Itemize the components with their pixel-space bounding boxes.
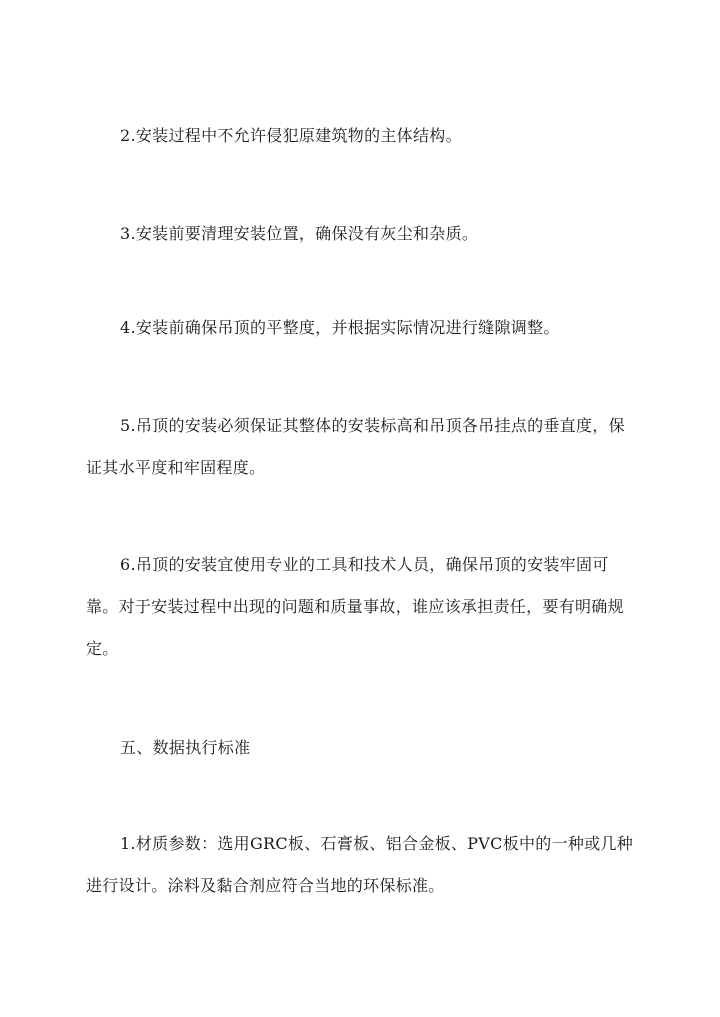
list-item-3: 3.安装前要清理安装位置，确保没有灰尘和杂质。 xyxy=(120,224,479,243)
list-item-4: 4.安装前确保吊顶的平整度，并根据实际情况进行缝隙调整。 xyxy=(120,318,560,337)
section-list-item-1: 1.材质参数：选用GRC板、石膏板、铝合金板、PVC板中的一种或几种进行设计。涂料及黏合剂应符合当地的环保标准。 xyxy=(86,834,634,895)
list-item-6: 6.吊顶的安装宜使用专业的工具和技术人员，确保吊顶的安装牢固可靠。对于安装过程中出现的问题和质量事故，谁应该承担责任，要有明确规定。 xyxy=(86,555,624,658)
list-item-5: 5.吊顶的安装必须保证其整体的安装标高和吊顶各吊挂点的垂直度，保证其水平度和牢固程度。 xyxy=(86,416,625,477)
section-heading: 五、数据执行标准 xyxy=(120,738,251,757)
list-item-2: 2.安装过程中不允许侵犯原建筑物的主体结构。 xyxy=(120,126,462,145)
